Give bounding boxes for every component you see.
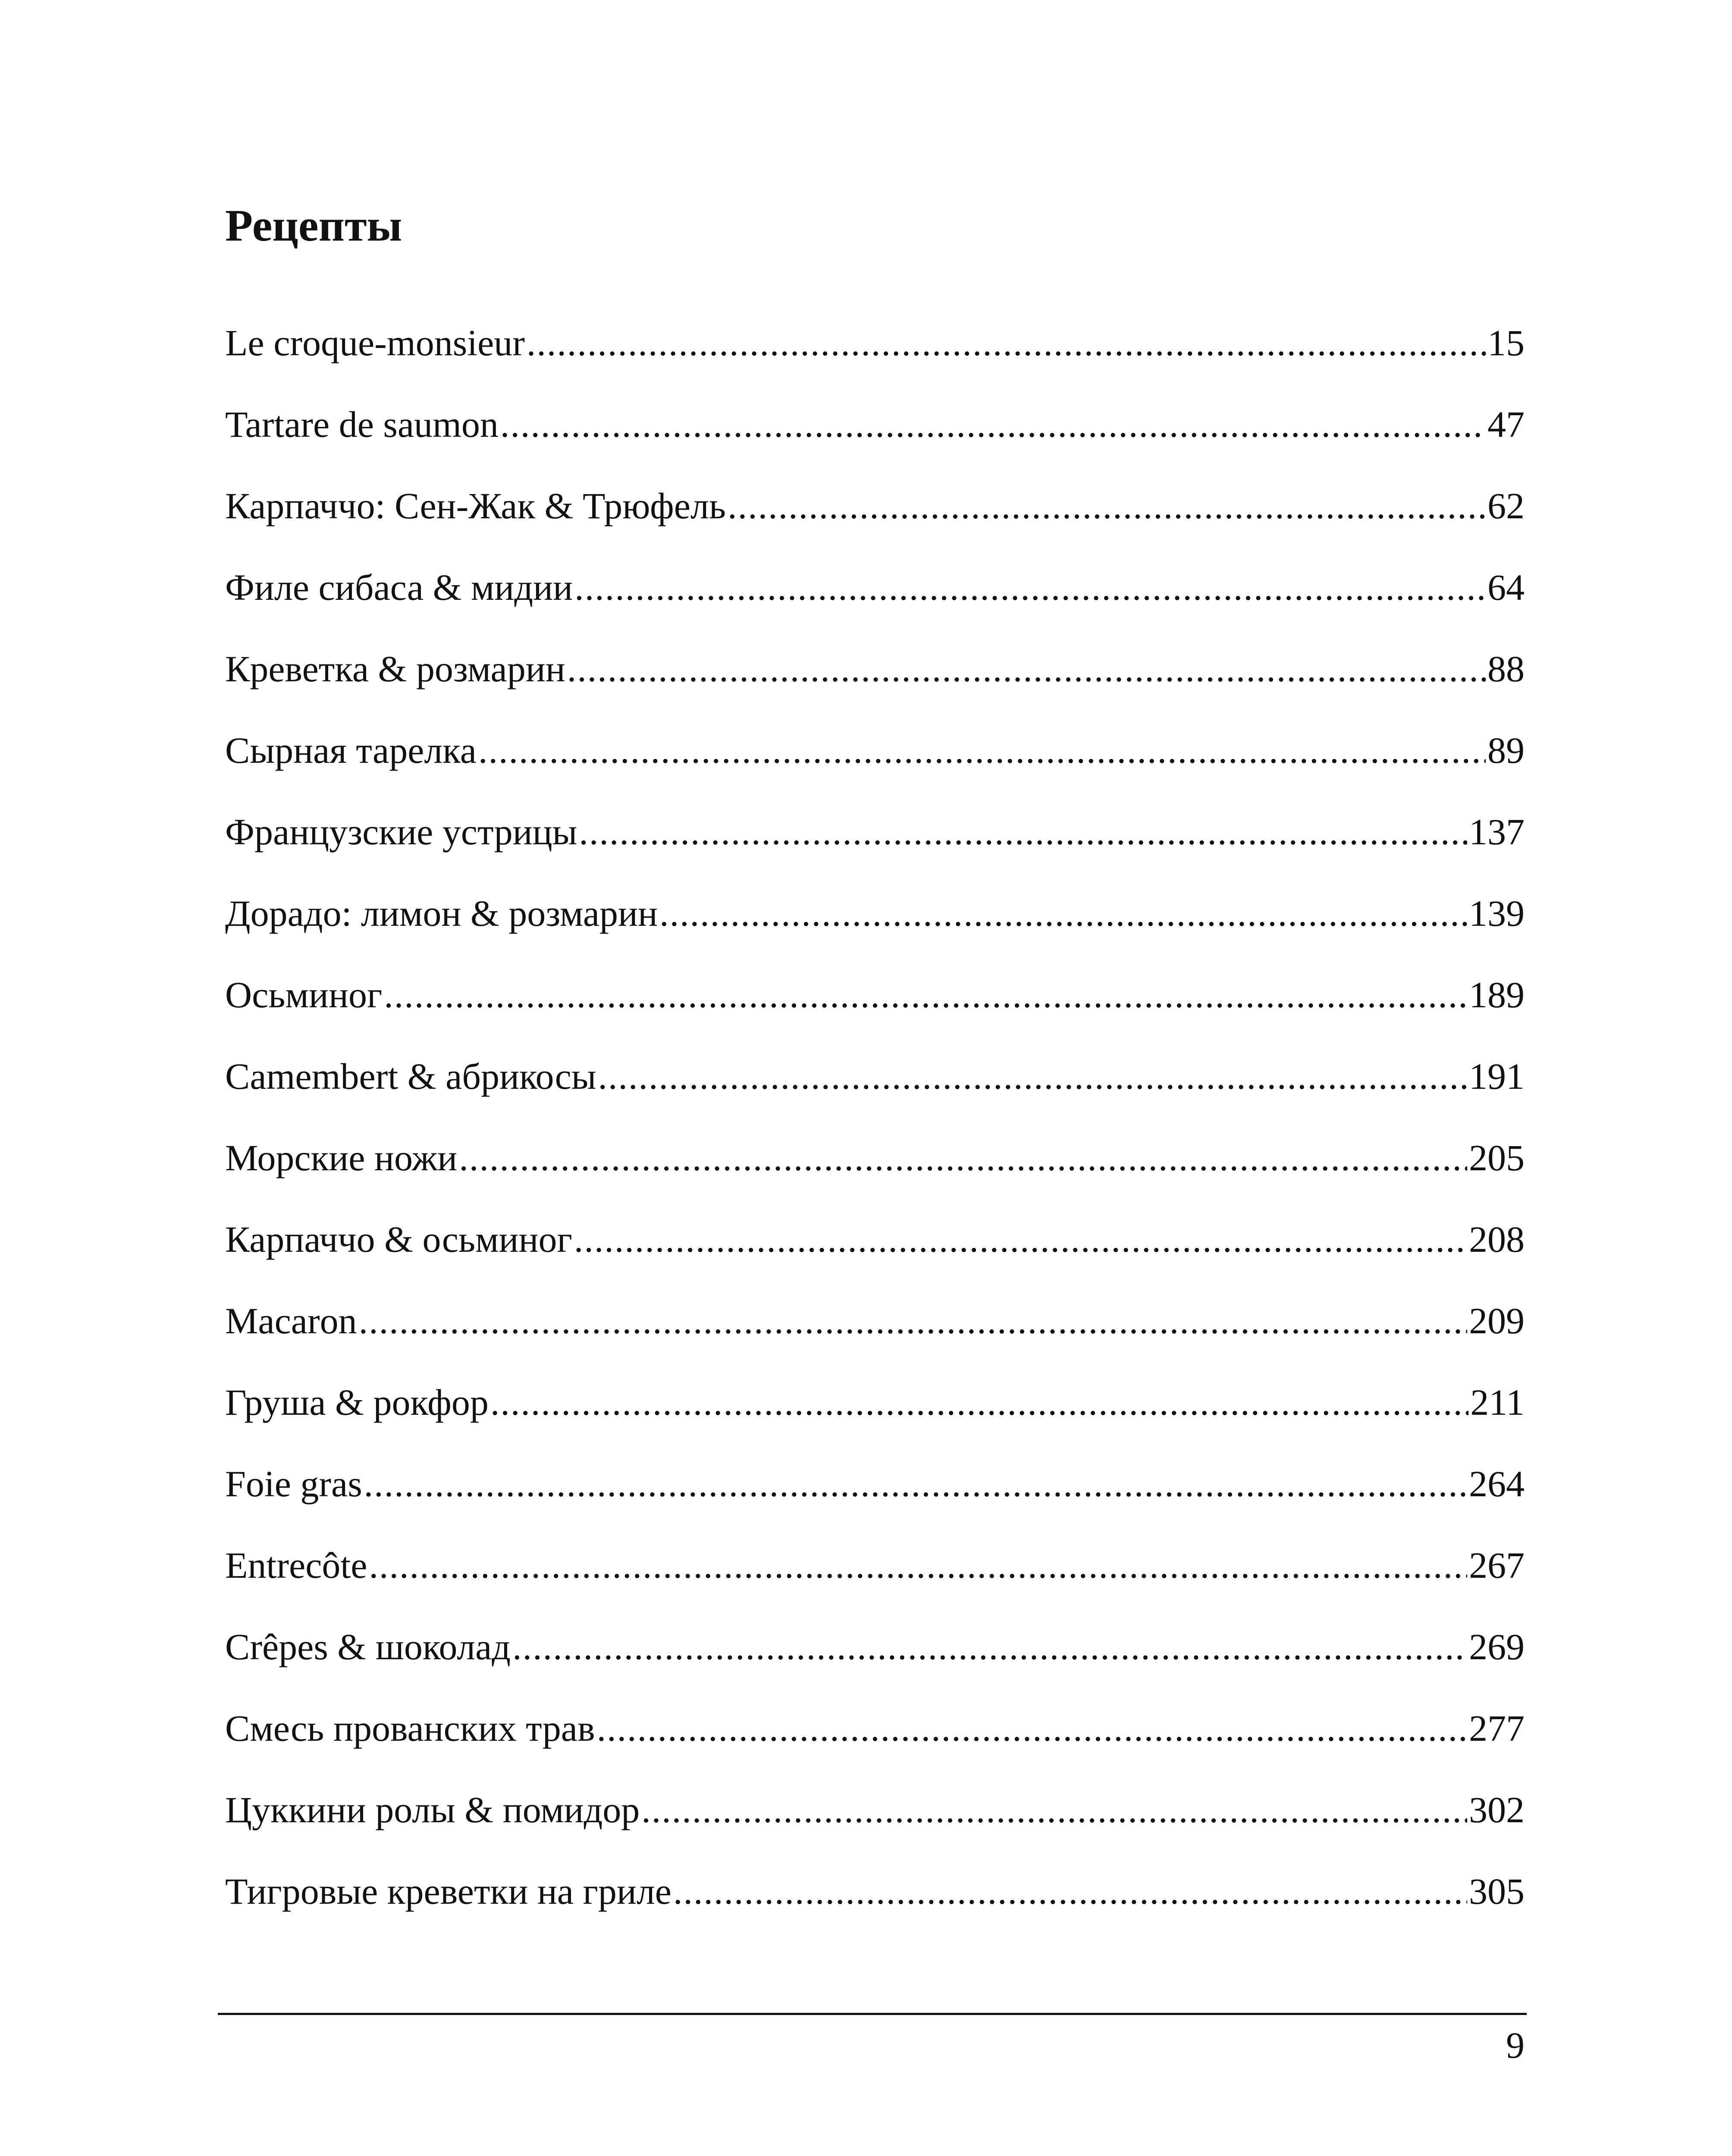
dot-leader xyxy=(364,1465,1467,1502)
toc-entry-title: Macaron xyxy=(225,1300,357,1341)
toc-entry-title: Сырная тарелка xyxy=(225,730,477,771)
toc-entry-page: 302 xyxy=(1469,1789,1525,1830)
toc-entry-page: 189 xyxy=(1469,974,1525,1015)
dot-leader xyxy=(490,1384,1468,1421)
toc-entry-page: 208 xyxy=(1469,1219,1525,1260)
toc-entry-page: 137 xyxy=(1469,811,1525,852)
toc-entry xyxy=(225,1791,1525,1873)
dot-leader xyxy=(574,569,1486,606)
footer-divider xyxy=(218,2013,1527,2015)
dot-leader xyxy=(369,1547,1467,1584)
toc-entry xyxy=(225,813,1525,895)
toc-entry-page: 15 xyxy=(1487,322,1525,364)
toc-entry xyxy=(225,1139,1525,1221)
toc-entry-title: Осьминог xyxy=(225,974,383,1015)
toc-entry-page: 211 xyxy=(1470,1382,1525,1423)
toc-entry xyxy=(225,569,1525,650)
toc-entry-title: Карпаччо & осьминог xyxy=(225,1219,572,1260)
toc-entry-title: Le croque-monsieur xyxy=(225,322,525,364)
toc-entry xyxy=(225,1058,1525,1139)
dot-leader xyxy=(459,1139,1467,1176)
toc-entry xyxy=(225,324,1525,406)
toc-entry-page: 47 xyxy=(1487,404,1525,445)
toc-entry-page: 267 xyxy=(1469,1545,1525,1586)
dot-leader xyxy=(597,1710,1467,1747)
toc-entry-page: 64 xyxy=(1487,567,1525,608)
dot-leader xyxy=(579,813,1467,850)
toc-entry-page: 88 xyxy=(1487,648,1525,689)
toc-entry-title: Французские устрицы xyxy=(225,811,577,852)
toc-entry xyxy=(225,895,1525,976)
toc-entry xyxy=(225,1465,1525,1547)
toc-entry xyxy=(225,976,1525,1058)
toc-entry xyxy=(225,1302,1525,1384)
toc-entry xyxy=(225,1628,1525,1710)
toc-entry-title: Camembert & абрикосы xyxy=(225,1056,596,1097)
dot-leader xyxy=(567,650,1486,687)
toc-entry-title: Карпаччо: Сен-Жак & Трюфель xyxy=(225,485,726,526)
toc-entry xyxy=(225,1384,1525,1465)
dot-leader xyxy=(478,732,1486,769)
toc-entry-page: 269 xyxy=(1469,1626,1525,1667)
table-of-contents xyxy=(225,324,1525,1954)
toc-entry-title: Смесь прованских трав xyxy=(225,1708,595,1749)
dot-leader xyxy=(641,1791,1467,1828)
toc-entry xyxy=(225,1221,1525,1302)
toc-entry-page: 305 xyxy=(1469,1871,1525,1912)
toc-entry xyxy=(225,732,1525,813)
toc-entry xyxy=(225,650,1525,732)
toc-entry-page: 191 xyxy=(1469,1056,1525,1097)
toc-entry-title: Дорадо: лимон & розмарин xyxy=(225,893,658,934)
toc-entry xyxy=(225,1547,1525,1628)
toc-entry-page: 205 xyxy=(1469,1137,1525,1178)
toc-entry xyxy=(225,1873,1525,1954)
dot-leader xyxy=(527,324,1486,361)
toc-entry-title: Crêpes & шоколад xyxy=(225,1626,511,1667)
dot-leader xyxy=(500,406,1486,443)
toc-entry xyxy=(225,487,1525,569)
toc-entry-page: 264 xyxy=(1469,1463,1525,1504)
dot-leader xyxy=(728,487,1486,524)
dot-leader xyxy=(512,1628,1467,1665)
toc-entry xyxy=(225,406,1525,487)
toc-entry-title: Entrecôte xyxy=(225,1545,367,1586)
toc-entry-page: 62 xyxy=(1487,485,1525,526)
toc-entry-title: Foie gras xyxy=(225,1463,362,1504)
toc-entry-title: Тигровые креветки на гриле xyxy=(225,1871,671,1912)
page-title: Рецепты xyxy=(225,200,402,251)
dot-leader xyxy=(384,976,1467,1013)
toc-entry-title: Филе сибаса & мидии xyxy=(225,567,573,608)
toc-entry-page: 139 xyxy=(1469,893,1525,934)
dot-leader xyxy=(359,1302,1467,1339)
toc-entry-title: Креветка & розмарин xyxy=(225,648,565,689)
toc-entry xyxy=(225,1710,1525,1791)
toc-entry-title: Цуккини ролы & помидор xyxy=(225,1789,640,1830)
toc-entry-page: 277 xyxy=(1469,1708,1525,1749)
toc-entry-title: Tartare de saumon xyxy=(225,404,499,445)
dot-leader xyxy=(598,1058,1467,1095)
dot-leader xyxy=(659,895,1467,932)
toc-entry-page: 89 xyxy=(1487,730,1525,771)
toc-entry-title: Морские ножи xyxy=(225,1137,458,1178)
dot-leader xyxy=(673,1873,1467,1910)
toc-entry-title: Груша & рокфор xyxy=(225,1382,489,1423)
dot-leader xyxy=(574,1221,1467,1258)
toc-entry-page: 209 xyxy=(1469,1300,1525,1341)
page-number: 9 xyxy=(1506,2024,1525,2066)
